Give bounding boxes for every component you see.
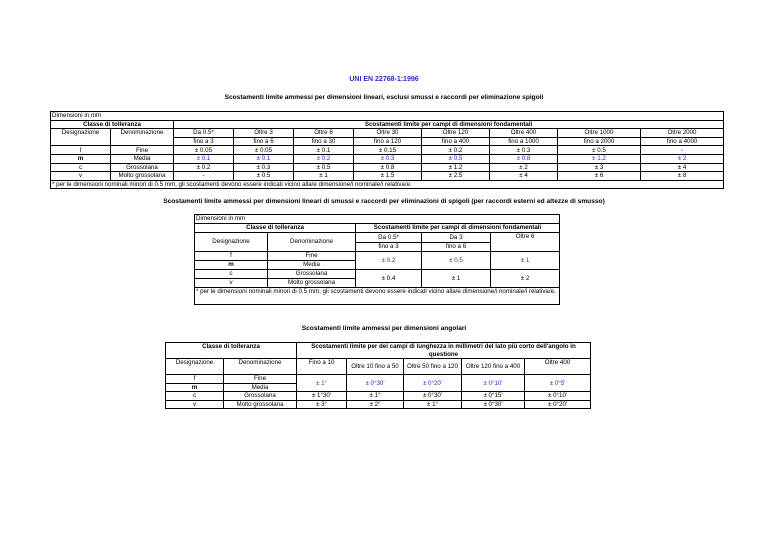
linear-tolerance-table [50,111,724,189]
designation-cell: m [166,383,224,392]
value-cell: ± 1° [404,400,462,409]
column-header-designation: Designazione [195,233,268,252]
range-header-cell: Oltre 50 fino a 120 [404,359,462,375]
angular-tolerance-table [165,342,591,409]
value-cell: ± 0.5 [422,252,491,270]
chamfer-tolerance-table [194,214,560,305]
range-header-cell: Fino a 10 [297,359,347,375]
unit-note: Dimensioni in mm [195,215,560,224]
designation-cell: v [51,172,111,181]
value-cell: ± 0.3 [354,154,422,163]
column-header-denomination: Denominazione [268,233,356,252]
class-header: Classe di tolleranza [195,224,356,233]
value-cell: ± 0.5 [558,146,641,155]
value-cell: ± 0°15' [462,392,525,401]
range-header: Scostamenti limite per dei campi di lunghezza in millimetri del lato più corto dell'angolo in questione [297,343,591,359]
value-cell: ± 4 [641,163,724,172]
value-cell: ± 0.8 [354,163,422,172]
value-cell: ± 0.1 [234,154,294,163]
denomination-cell: Fine [111,146,174,155]
designation-cell: f [195,252,268,261]
range-start: Oltre 1000 [558,129,641,138]
heading-angular-dimensions: Scostamenti limite ammessi per dimensioni angolari [301,325,467,332]
table-row [51,172,724,181]
table-row [51,163,724,172]
range-end: fino a 3 [174,137,234,146]
value-cell: ± 1 [491,252,560,270]
value-cell: ± 0.3 [234,163,294,172]
value-cell: ± 0.2 [294,154,354,163]
footnote: * per le dimensioni nominali minori di 0.5 mm, gli scostamenti devono essere indicati vicino alla/e dimensione/i nominale/i relativa/e. [51,180,724,189]
value-cell: ± 0°10' [525,392,591,401]
value-cell: ± 0°30' [462,400,525,409]
value-cell: ± 2 [641,154,724,163]
document-standard-title: UNI EN 22768-1:1996 [349,76,419,83]
designation-cell: c [166,392,224,401]
range-header-cell: Oltre 120 fino a 400 [462,359,525,375]
range-end: fino a 6 [422,242,491,252]
value-cell: ± 0.5 [422,154,490,163]
range-start: Oltre 120 [422,129,490,138]
range-end: fino a 4000 [641,137,724,146]
class-header: Classe di tolleranza [51,120,174,129]
value-cell: ± 1 [422,270,491,288]
range-header: Scostamenti limite per campi di dimensioni fondamentali [174,120,724,129]
value-cell: ± 1° [347,392,404,401]
table-row [166,400,591,409]
range-start: Da 3 [422,233,491,243]
designation-cell: c [51,163,111,172]
value-cell: ± 0.3 [490,146,558,155]
value-cell: ± 2° [347,400,404,409]
designation-cell: f [166,375,224,384]
value-cell: ± 0°20' [525,400,591,409]
value-cell: ± 0°20' [404,375,462,392]
range-header-cell: Oltre 400 [525,359,591,375]
value-cell: ± 0.2 [356,252,422,270]
value-cell: ± 1.2 [558,154,641,163]
designation-cell: f [51,146,111,155]
footnote: * per le dimensioni nominali minori di 0.5 mm, gli scostamenti devono essere indicati vicino alla/e dimensione/i nominale/i relativa/e. [195,288,560,305]
denomination-cell: Molto grossolana [111,172,174,181]
value-cell: ± 0°30' [404,392,462,401]
value-cell: ± 1.5 [354,172,422,181]
table-row [166,392,591,401]
value-cell: ± 1°30' [297,392,347,401]
value-cell: ± 6 [558,172,641,181]
denomination-cell: Media [224,383,297,392]
value-cell: ± 0.2 [422,146,490,155]
range-end: fino a 3 [356,242,422,252]
denomination-cell: Grossolana [111,163,174,172]
range-start: Oltre 2000 [641,129,724,138]
column-header-designation: Designazione [51,129,111,146]
designation-cell: m [195,261,268,270]
range-start: Oltre 30 [354,129,422,138]
value-cell: ± 1 [294,172,354,181]
designation-cell: v [166,400,224,409]
value-cell: ± 1° [297,375,347,392]
designation-cell: m [51,154,111,163]
value-cell: ± 0°5' [525,375,591,392]
range-start: Da 0.5* [356,233,422,243]
value-cell: ± 0.05 [234,146,294,155]
range-end: fino a 2000 [558,137,641,146]
denomination-cell: Grossolana [224,392,297,401]
value-cell: ± 3° [297,400,347,409]
range-start: Oltre 6 [294,129,354,138]
value-cell: ± 0.1 [294,146,354,155]
value-cell: ± 4 [490,172,558,181]
range-end: fino a 30 [294,137,354,146]
value-cell: ± 3 [558,163,641,172]
value-cell: ± 2.5 [422,172,490,181]
column-header-denomination: Denominazione [111,129,174,146]
table-row [51,146,724,155]
value-cell: - [641,146,724,155]
value-cell: ± 2 [490,163,558,172]
value-cell: ± 1.2 [422,163,490,172]
value-cell: ± 0.2 [174,163,234,172]
denomination-cell: Media [111,154,174,163]
denomination-cell: Fine [268,252,356,261]
value-cell: ± 0.15 [354,146,422,155]
denomination-cell: Molto grossolana [268,279,356,288]
heading-chamfers-radii: Scostamenti limite ammessi per dimensioni lineari di smussi e raccordi per eliminazioni di spigoli (per raccordi esterni ed altezze di smusso) [163,198,605,205]
table-row [51,154,724,163]
range-end: fino a 400 [422,137,490,146]
denomination-cell: Molto grossolana [224,400,297,409]
range-header-cell: Oltre 10 fino a 50 [347,359,404,375]
range-end: fino a 6 [234,137,294,146]
value-cell: ± 0.5 [234,172,294,181]
range-start: Oltre 6 [491,233,560,252]
value-cell: ± 0°10' [462,375,525,392]
range-end: fino a 1000 [490,137,558,146]
denomination-cell: Fine [224,375,297,384]
designation-cell: c [195,270,268,279]
value-cell: ± 2 [491,270,560,288]
class-header: Classe di tolleranza [166,343,297,359]
designation-cell: v [195,279,268,288]
value-cell: ± 8 [641,172,724,181]
column-header-denomination: Denominazione [224,359,297,375]
value-cell: - [174,172,234,181]
value-cell: ± 0.4 [356,270,422,288]
column-header-designation: Designazione [166,359,224,375]
range-start: Da 0.5* [174,129,234,138]
denomination-cell: Grossolana [268,270,356,279]
range-start: Oltre 3 [234,129,294,138]
denomination-cell: Media [268,261,356,270]
value-cell: ± 0.1 [174,154,234,163]
unit-note: Dimensioni in mm [51,112,724,121]
range-header: Scostamenti limite per campi di dimensioni fondamentali [356,224,560,233]
range-end: fino a 120 [354,137,422,146]
value-cell: ± 0.8 [490,154,558,163]
value-cell: ± 0.5 [294,163,354,172]
heading-linear-dimensions: Scostamenti limite ammessi per dimensioni lineari, esclusi smussi e raccordi per eliminazione spigoli [224,94,544,101]
range-start: Oltre 400 [490,129,558,138]
value-cell: ± 0°30' [347,375,404,392]
value-cell: ± 0.05 [174,146,234,155]
